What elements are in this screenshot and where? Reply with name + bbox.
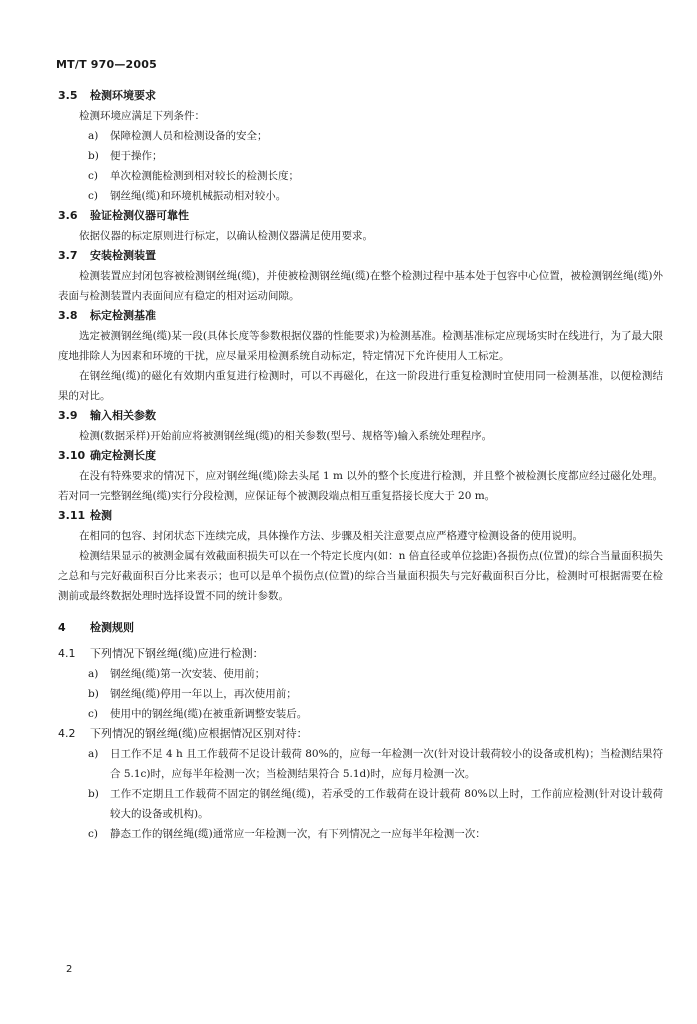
chapter-title: 检测规则 <box>90 621 134 634</box>
list-text: 钢丝绳(缆)停用一年以上，再次使用前； <box>110 688 297 700</box>
section-title: 检测环境要求 <box>90 89 156 102</box>
list-text: 钢丝绳(缆)第一次安装、使用前； <box>110 668 266 680</box>
section-title: 标定检测基准 <box>90 309 156 322</box>
section-heading <box>58 446 663 466</box>
section-number: 3.9 <box>58 409 78 422</box>
paragraph: 在没有特殊要求的情况下，应对钢丝绳(缆)除去头尾 1 m 以外的整个长度进行检测，并且整个被检测长度都应经过磁化处理。若对同一完整钢丝绳(缆)实行分段检测，应保证每个被测段端点相互重复搭接长度大于 20 m。 <box>58 470 663 502</box>
section-title: 安装检测装置 <box>90 249 156 262</box>
list-text: 工作不定期且工作载荷不固定的钢丝绳(缆)，若承受的工作载荷在设计载荷 80%以上时，工作前应检测(针对设计载荷较大的设备或机构)。 <box>110 788 663 820</box>
rule-heading <box>58 644 663 664</box>
rule-text: 下列情况的钢丝绳(缆)应根据情况区别对待： <box>90 727 308 740</box>
list-item <box>58 784 663 824</box>
paragraph: 检测(数据采样)开始前应将被测钢丝绳(缆)的相关参数(型号、规格等)输入系统处理程序。 <box>79 430 493 442</box>
list-text: 单次检测能检测到相对较长的检测长度； <box>110 170 299 182</box>
list-marker: b) <box>88 150 99 162</box>
section-title: 验证检测仪器可靠性 <box>90 209 189 222</box>
list-item <box>58 824 663 844</box>
section-heading <box>58 406 663 426</box>
list-text: 保障检测人员和检测设备的安全； <box>110 130 268 142</box>
document-body <box>58 86 663 844</box>
paragraph: 依据仪器的标定原则进行标定，以确认检测仪器满足使用要求。 <box>79 230 373 242</box>
section-number: 3.7 <box>58 249 78 262</box>
list-marker: b) <box>88 688 99 700</box>
list-text: 钢丝绳(缆)和环境机械振动相对较小。 <box>110 190 287 202</box>
list-text: 静态工作的钢丝绳(缆)通常应一年检测一次，有下列情况之一应每半年检测一次： <box>110 828 486 840</box>
list-text: 日工作不足 4 h 且工作载荷不足设计载荷 80%的，应每一年检测一次(针对设计载荷较小的设备或机构)；当检测结果符合 5.1c)时，应每半年检测一次；当检测结果符合 5.1d)时，应每月检测一次。 <box>110 748 663 780</box>
chapter-number: 4 <box>58 621 66 634</box>
list-item <box>58 664 663 684</box>
section-number: 3.11 <box>58 509 86 522</box>
standard-number: MT/T 970—2005 <box>56 58 157 71</box>
section-title: 输入相关参数 <box>90 409 156 422</box>
list-marker: b) <box>88 788 99 800</box>
list-marker: a) <box>88 668 99 680</box>
section-number: 3.5 <box>58 89 78 102</box>
section-title: 检测 <box>90 509 112 522</box>
paragraph: 检测装置应封闭包容被检测钢丝绳(缆)，并使被检测钢丝绳(缆)在整个检测过程中基本处于包容中心位置，被检测钢丝绳(缆)外表面与检测装置内表面间应有稳定的相对运动间隙。 <box>58 270 663 302</box>
list-item <box>58 146 663 166</box>
paragraph: 检测结果显示的被测金属有效截面积损失可以在一个特定长度内(如：n 倍直径或单位捻距)各损伤点(位置)的综合当量面积损失之总和与完好截面积百分比来表示；也可以是单个损伤点(位置)的综合当量面积损失与完好截面积百分比，检测时可根据需要在检测前或最终数据处理时选择设置不同的统计参数。 <box>58 550 663 602</box>
section-heading <box>58 86 663 106</box>
list-marker: c) <box>88 170 98 182</box>
list-item <box>58 744 663 784</box>
list-marker: a) <box>88 130 99 142</box>
rule-heading <box>58 724 663 744</box>
section-number: 3.10 <box>58 449 86 462</box>
list-item <box>58 166 663 186</box>
chapter-heading <box>58 618 663 638</box>
paragraph: 检测环境应满足下列条件： <box>79 110 205 122</box>
paragraph: 在相同的包容、封闭状态下连续完成，具体操作方法、步骤及相关注意要点应严格遵守检测设备的使用说明。 <box>79 530 583 542</box>
section-number: 3.6 <box>58 209 78 222</box>
list-text: 使用中的钢丝绳(缆)在被重新调整安装后。 <box>110 708 308 720</box>
list-item <box>58 126 663 146</box>
paragraph: 选定被测钢丝绳(缆)某一段(具体长度等参数根据仪器的性能要求)为检测基准。检测基准标定应现场实时在线进行，为了最大限度地排除人为因素和环境的干扰，应尽量采用检测系统自动标定，特定情况下允许使用人工标定。 <box>58 330 663 362</box>
section-heading <box>58 246 663 266</box>
section-number: 3.8 <box>58 309 78 322</box>
paragraph: 在钢丝绳(缆)的磁化有效期内重复进行检测时，可以不再磁化，在这一阶段进行重复检测时宜使用同一检测基准，以便检测结果的对比。 <box>58 370 663 402</box>
page-number: 2 <box>66 964 73 975</box>
list-marker: c) <box>88 190 98 202</box>
section-heading <box>58 506 663 526</box>
rule-number: 4.1 <box>58 647 76 660</box>
list-item <box>58 704 663 724</box>
section-title: 确定检测长度 <box>90 449 156 462</box>
list-item <box>58 684 663 704</box>
list-text: 便于操作； <box>110 150 163 162</box>
section-heading <box>58 306 663 326</box>
list-marker: c) <box>88 708 98 720</box>
rule-text: 下列情况下钢丝绳(缆)应进行检测： <box>90 647 264 660</box>
list-item <box>58 186 663 206</box>
rule-number: 4.2 <box>58 727 76 740</box>
section-heading <box>58 206 663 226</box>
list-marker: c) <box>88 828 98 840</box>
list-marker: a) <box>88 748 99 760</box>
